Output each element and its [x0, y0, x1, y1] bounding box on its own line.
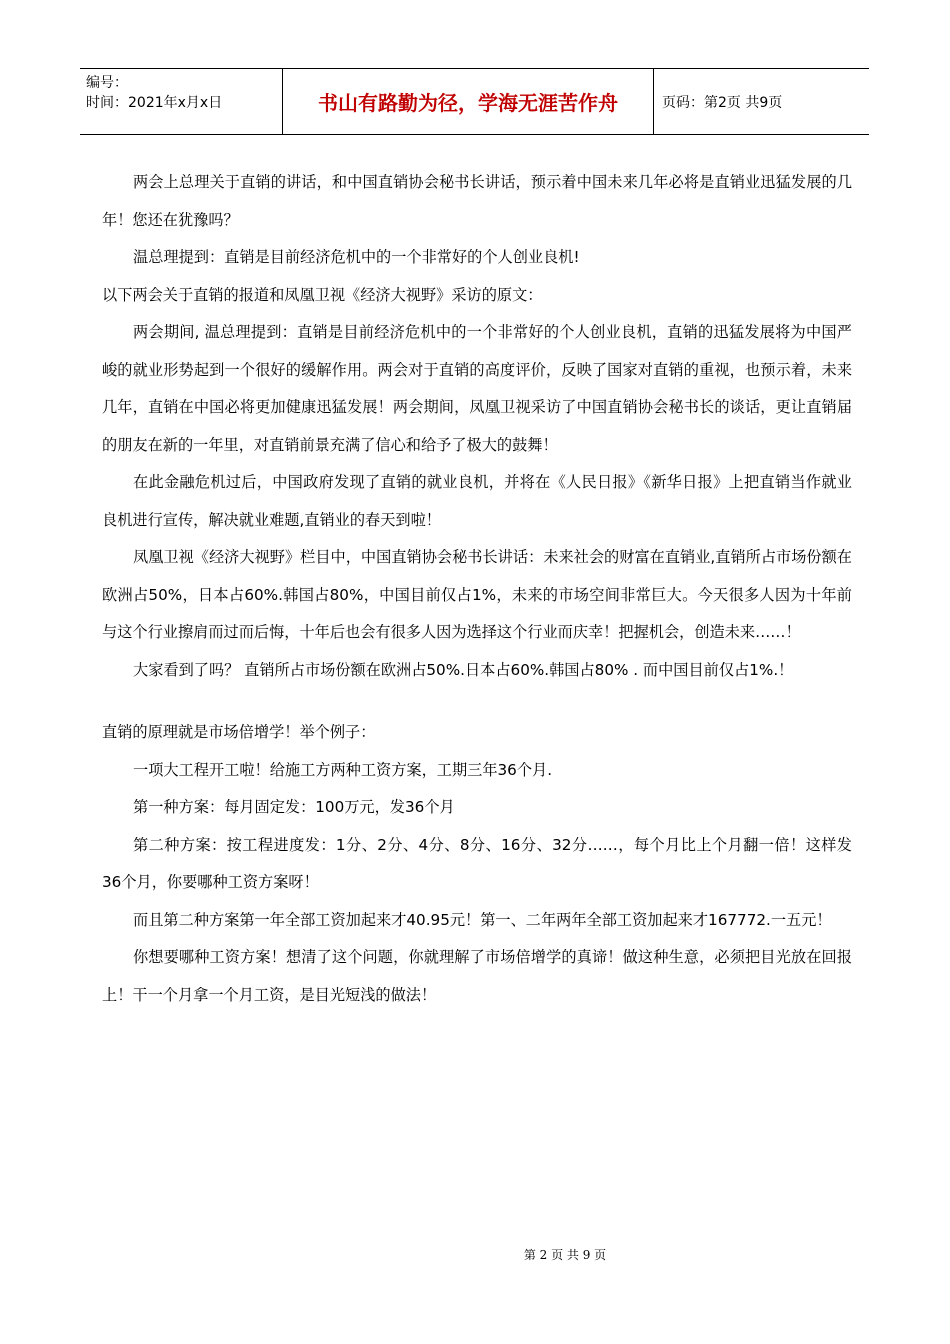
document-time-label: 时间：2021年x月x日: [86, 95, 223, 111]
paragraph: 温总理提到：直销是目前经济危机中的一个非常好的个人创业良机!: [133, 248, 580, 266]
document-body: [102, 164, 852, 1014]
page-footer: [0, 1246, 950, 1263]
paragraph: 直销的原理就是市场倍增学！举个例子：: [102, 723, 376, 741]
footer-page-number: 第 2 页 共 9 页: [523, 1248, 607, 1262]
paragraph-spacer: [102, 689, 852, 714]
document-number-label: 编号：: [86, 75, 128, 91]
header-page-number: 页码：第2页 共9页: [662, 94, 783, 111]
paragraph: 以下两会关于直销的报道和凤凰卫视《经济大视野》采访的原文：: [102, 285, 543, 304]
paragraph: 第二种方案：按工程进度发：1分、2分、4分、8分、16分、32分……，每个月比上个月翻一倍！这样发36个月，你要哪种工资方案呀！: [102, 835, 852, 891]
paragraph: 两会上总理关于直销的讲话，和中国直销协会秘书长讲话，预示着中国未来几年必将是直销业迅猛发展的几年！您还在犹豫吗？: [102, 173, 852, 229]
paragraph: 第一种方案：每月固定发：100万元，发36个月: [133, 798, 455, 816]
paragraph: 凤凰卫视《经济大视野》栏目中，中国直销协会秘书长讲话：未来社会的财富在直销业,直销所占市场份额在欧洲占50%，日本占60%.韩国占80%，中国目前仅占1%，未来的市场空间非常巨大。今天很多人因为十年前与这个行业擦肩而过而后悔，十年后也会有很多人因为选择这个行业而庆幸！把握机会，创造未来……！: [102, 548, 852, 641]
paragraph: 而且第二种方案第一年全部工资加起来才40.95元！第一、二年两年全部工资加起来才167772.一五元！: [133, 910, 832, 929]
header-meta: [80, 69, 283, 134]
page-header: [80, 68, 869, 135]
paragraph: 在此金融危机过后，中国政府发现了直销的就业良机，并将在《人民日报》《新华日报》上把直销当作就业良机进行宣传，解决就业难题,直销业的春天到啦！: [102, 473, 852, 529]
paragraph: 大家看到了吗？ 直销所占市场份额在欧洲占50%.日本占60%.韩国占80% . 而中国目前仅占1%.！: [133, 660, 794, 679]
paragraph: 一项大工程开工啦！给施工方两种工资方案，工期三年36个月.: [133, 760, 553, 779]
paragraph: 两会期间, 温总理提到：直销是目前经济危机中的一个非常好的个人创业良机，直销的迅猛发展将为中国严峻的就业形势起到一个很好的缓解作用。两会对于直销的高度评价，反映了国家对直销的重视，也预示着，未来几年，直销在中国必将更加健康迅猛发展！两会期间，凤凰卫视采访了中国直销协会秘书长的谈话，更让直销届的朋友在新的一年里，对直销前景充满了信心和给予了极大的鼓舞！: [102, 323, 852, 454]
paragraph: 你想要哪种工资方案！想清了这个问题，你就理解了市场倍增学的真谛！做这种生意，必须把目光放在回报上！干一个月拿一个月工资，是目光短浅的做法！: [102, 948, 852, 1004]
header-motto: 书山有路勤为径，学海无涯苦作舟: [283, 69, 654, 134]
